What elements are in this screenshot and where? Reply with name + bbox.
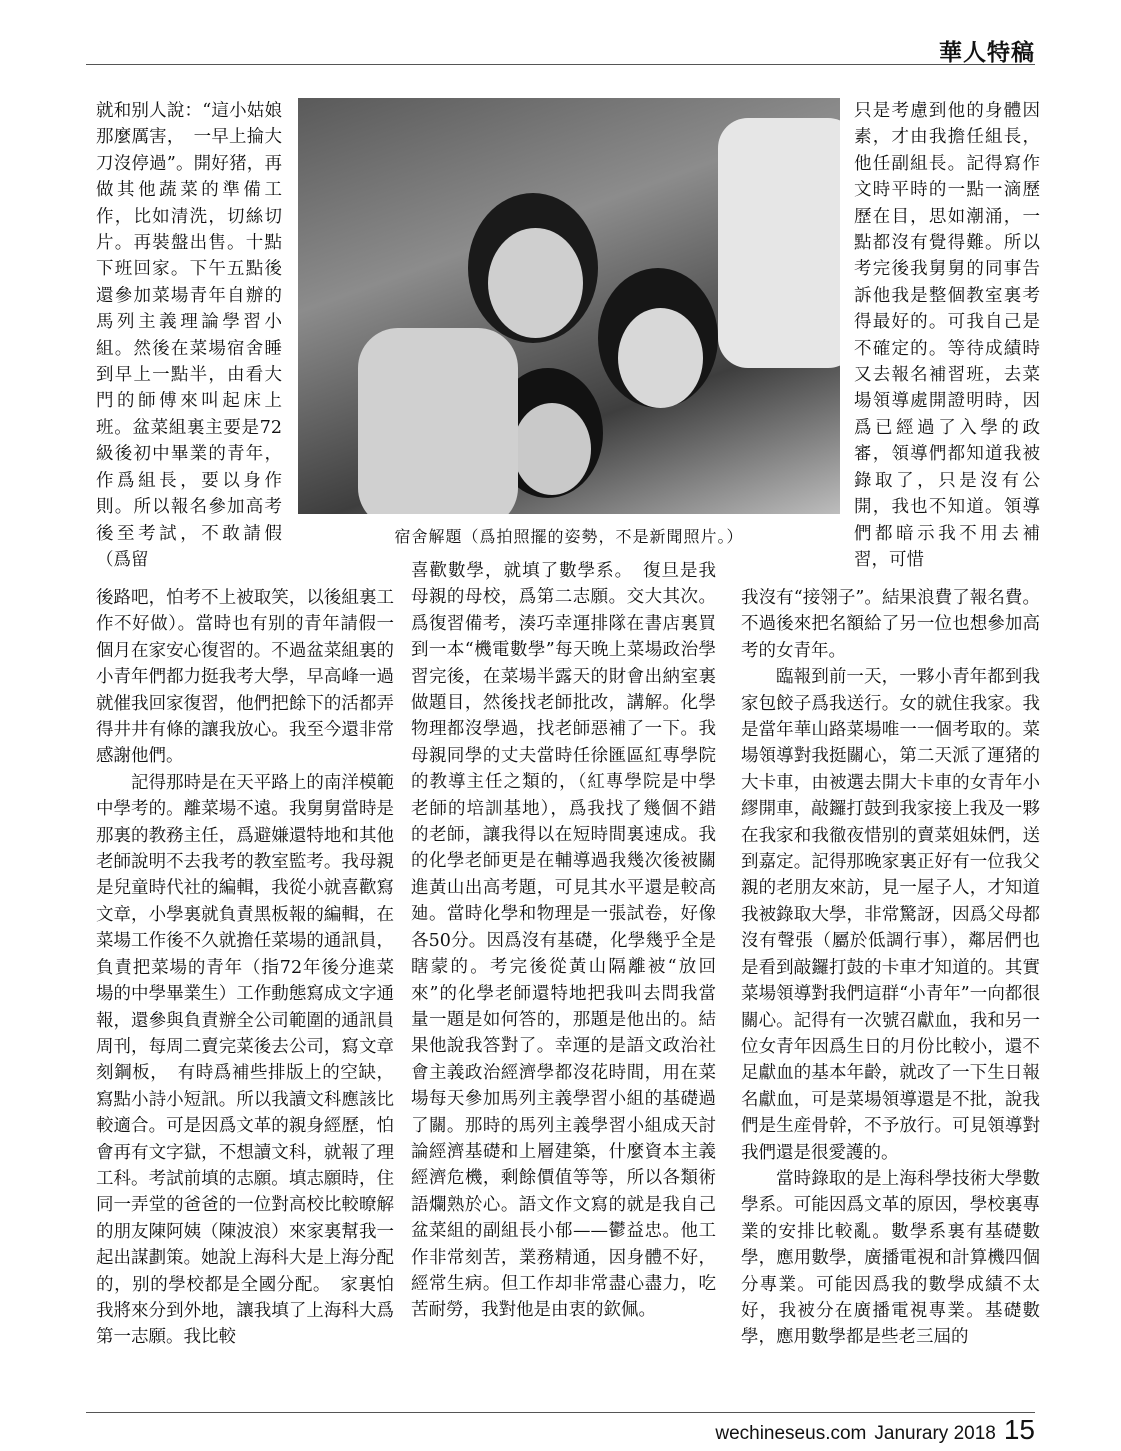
paragraph: 我沒有“接翎子”。結果浪費了報名費。不過後來把名額給了另一位也想參加高考的女青年。 [741,588,1040,661]
section-title: 華人特稿 [939,39,1035,65]
column-right-top [854,98,1040,573]
paragraph: 臨報到前一天，一夥小青年都到我家包餃子爲我送行。女的就住我家。我是當年華山路菜場唯一一個考取的。菜場領導對我挺關心，第二天派了運猪的大卡車，由被選去開大卡車的女青年小繆開車，敲鑼打鼓到我家接上我及一夥在我家和我徹夜惜别的賣菜姐妹們，送到嘉定。記得那晚家裏正好有一位我父親的老朋友來訪，見一屋子人，才知道我被錄取大學，非常驚訝，因爲父母都沒有聲張（屬於低調行事），鄰居們也是看到敲鑼打鼓的卡車才知道的。其實菜場領導對我們這群“小青年”一向都很關心。記得有一次號召獻血，我和另一位女青年因爲生日的月份比較小，還不足獻血的基本年齡，就改了一下生日報名獻血，可是菜場領導還是不批，說我們是生産骨幹，不予放行。可見領導對我們還是很愛護的。 [741,667,1040,1163]
footer-issue: Janurary 2018 [874,1423,996,1444]
paragraph: 就和别人說：“這小姑娘那麼厲害， 一早上掄大刀沒停過”。開好猪，再做其他蔬菜的準備工作，比如清洗，切絲切片。再裝盤出售。十點下班回家。下午五點後還參加菜場青年自辦的馬列主義理論學習小組。然後在菜場宿舍睡到早上一點半，由看大門的師傅來叫起床上班。盆菜組裏主要是72級後初中畢業的青年，作爲組長，要以身作則。所以報名參加高考後至考試，不敢請假（爲留 [96,101,282,570]
column-left-top [96,98,282,573]
photo-caption: 宿舍解題（爲拍照擺的姿勢，不是新聞照片。） [394,527,744,546]
paragraph: 當時錄取的是上海科學技術大學數學系。可能因爲文革的原因，學校裏專業的安排比較亂。數學系裏有基礎數學，應用數學，廣播電視和計算機四個分專業。可能因爲我的數學成績不太好，我被分在廣播電視專業。基礎數學，應用數學都是些老三屆的 [741,1168,1040,1348]
dormitory-photo [298,98,840,514]
page-number: 15 [1003,1414,1035,1445]
paragraph: 記得那時是在天平路上的南洋模範中學考的。離菜場不遠。我舅舅當時是那裏的教務主任，爲避嫌還特地和其他老師說明不去我考的教室監考。我母親是兒童時代社的編輯，我從小就喜歡寫文章，小學裏就負責黑板報的編輯，在菜場工作後不久就擔任菜場的通訊員，負責把菜場的青年（指72年後分進菜場的中學畢業生）工作動態寫成文字通報，還參與負責辦全公司範圍的通訊員周刊，每周二賣完菜後去公司，寫文章刻鋼板， 有時爲補些排版上的空缺，寫點小詩小短訊。所以我讀文科應該比較適合。可是因爲文革的親身經歷，怕會再有文字獄，不想讀文科，就報了理工科。考試前填的志願。填志願時，住同一弄堂的爸爸的一位對高校比較暸解的朋友陳阿姨（陳波浪）來家裏幫我一起出謀劃策。她說上海科大是上海分配的，别的學校都是全國分配。 家裏怕我將來分到外地，讓我填了上海科大爲第一志願。我比較 [96,772,394,1348]
footer-site: wechineseus.com [715,1423,867,1444]
column-middle [411,558,716,1324]
footer-divider [86,1412,1035,1413]
paragraph: 喜歡數學，就填了數學系。 復旦是我母親的母校，爲第二志願。交大其次。爲復習備考，湊巧幸運排隊在書店裏買到一本“機電數學”每天晚上菜場政治學習完後，在菜場半露天的財會出納室裏做題目，然後找老師批改，講解。化學物理都沒學過，找老師惡補了一下。我母親同學的丈夫當時任徐匯區紅專學院的教導主任之類的，（紅專學院是中學老師的培訓基地），爲我找了幾個不錯的老師，讓我得以在短時間裏速成。我的化學老師更是在輔導過我幾次後被關進黃山出高考題，可見其水平還是較高廸。當時化學和物理是一張試卷，好像各50分。因爲沒有基礎，化學幾乎全是瞎蒙的。考完後從黃山隔離被“放回來”的化學老師還特地把我叫去問我當量一題是如何答的，那題是他出的。結果他說我答對了。幸運的是語文政治社會主義政治經濟學都沒花時間，用在菜場每天參加馬列主義學習小組的基礎過了關。那時的馬列主義學習小組成天討論經濟基礎和上層建築，什麼資本主義經濟危機，剩餘價值等等，所以各類術語爛熟於心。語文作文寫的就是我自己盆菜組的副組長小郁——鬱益忠。他工作非常刻苦，業務精通，因身體不好，經常生病。但工作却非常盡心盡力，吃苦耐勞，我對他是由衷的欽佩。 [411,561,716,1321]
column-left-bottom [96,585,394,1351]
header-divider [86,64,1035,65]
paragraph: 後路吧，怕考不上被取笑，以後組裏工作不好做）。當時也有别的青年請假一個月在家安心復習的。不過盆菜組裏的小青年們都力挺我考大學，早高峰一過就催我回家復習，他們把餘下的活都弄得井井有條的讓我放心。我至今還非常感謝他們。 [96,588,394,767]
paragraph: 只是考慮到他的身體因素，才由我擔任組長，他任副組長。記得寫作文時平時的一點一滴歷歷在目，思如潮涌，一點都沒有覺得難。所以考完後我舅舅的同事告訴他我是整個教室裏考得最好的。可我自己是不確定的。等待成績時又去報名補習班，去菜場領導處開證明時，因爲已經過了入學的政審，領導們都知道我被錄取了，只是沒有公開，我也不知道。領導們都暗示我不用去補習，可惜 [854,101,1040,570]
page-footer [715,1414,1035,1446]
column-right-bottom [741,585,1040,1351]
